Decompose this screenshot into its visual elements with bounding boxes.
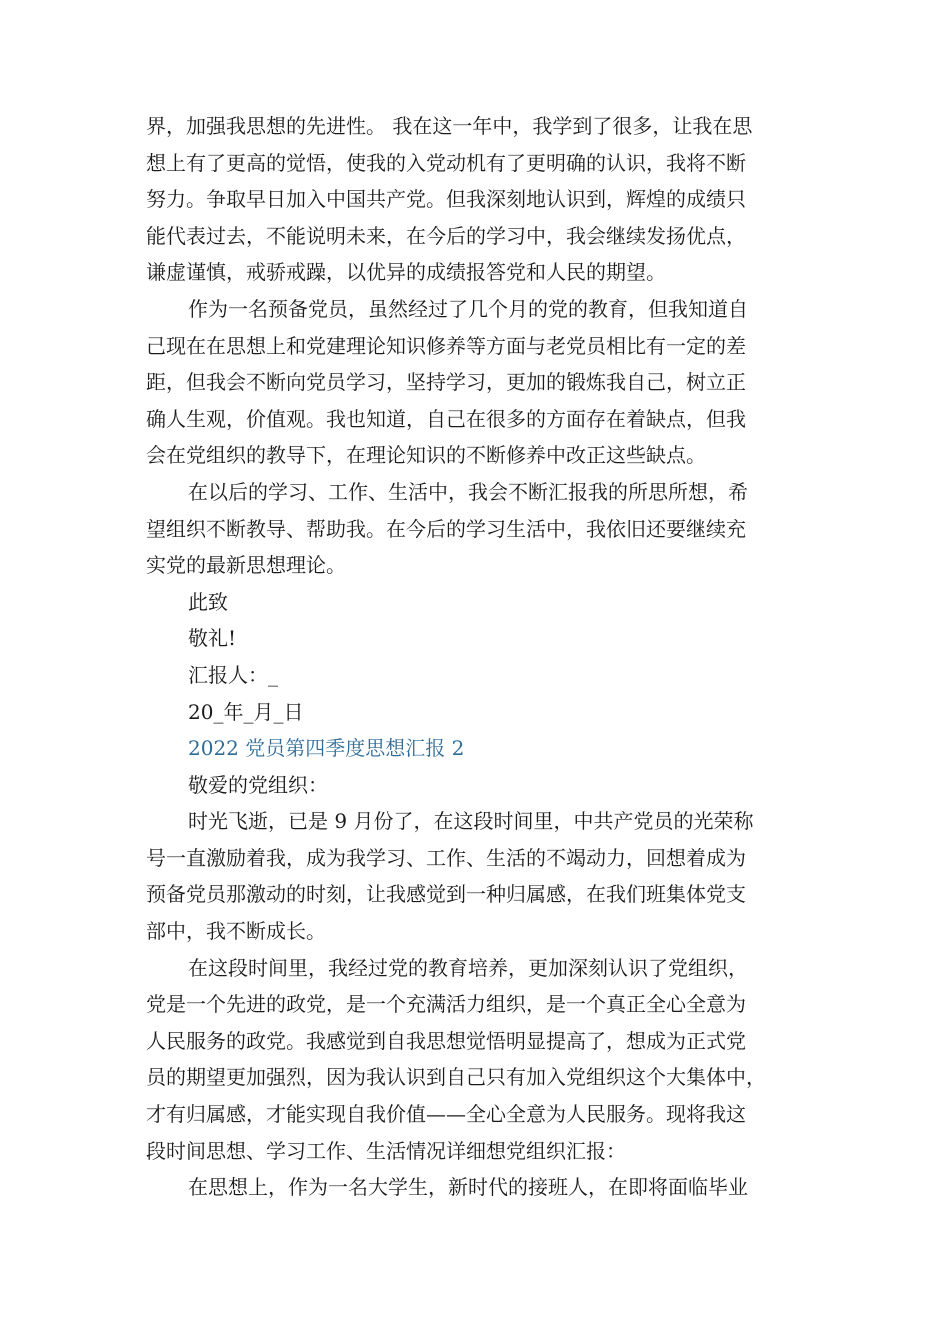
text-line: 己现在在思想上和党建理论知识修养等方面与老党员相比有一定的差 [146, 333, 746, 358]
text-line: 段时间思想、学习工作、生活情况详细想党组织汇报： [146, 1138, 626, 1163]
text-line: 预备党员那激动的时刻，让我感觉到一种归属感，在我们班集体党支 [146, 882, 746, 907]
text-line: 距，但我会不断向党员学习，坚持学习，更加的锻炼我自己，树立正 [146, 370, 746, 395]
text-line: 确人生观，价值观。我也知道，自己在很多的方面存在着缺点，但我 [146, 406, 746, 431]
text-line: 此致 [188, 589, 228, 614]
text-line: 敬礼! [188, 626, 237, 651]
text-line: 想上有了更高的觉悟，使我的入党动机有了更明确的认识，我将不断 [146, 150, 746, 175]
text-line: 努力。争取早日加入中国共产党。但我深刻地认识到，辉煌的成绩只 [146, 187, 746, 212]
text-line: 能代表过去，不能说明未来，在今后的学习中，我会继续发扬优点， [146, 223, 746, 248]
text-line: 望组织不断教导、帮助我。在今后的学习生活中，我依旧还要继续充 [146, 516, 746, 541]
text-line: 20_年_月_日 [188, 699, 304, 724]
text-line: 界，加强我思想的先进性。 我在这一年中，我学到了很多，让我在思 [146, 114, 753, 138]
text-line: 号一直激励着我，成为我学习、工作、生活的不竭动力，回想着成为 [146, 845, 746, 870]
text-line: 在这段时间里，我经过党的教育培养，更加深刻认识了党组织， [188, 955, 748, 980]
text-line: 才有归属感，才能实现自我价值——全心全意为人民服务。现将我这 [146, 1102, 746, 1127]
text-line: 会在党组织的教导下，在理论知识的不断修养中改正这些缺点。 [146, 443, 706, 468]
text-line: 谦虚谨慎，戒骄戒躁，以优异的成绩报答党和人民的期望。 [146, 260, 666, 285]
text-line: 党是一个先进的政党，是一个充满活力组织，是一个真正全心全意为 [146, 992, 746, 1017]
text-line: 在思想上，作为一名大学生，新时代的接班人，在即将面临毕业 [188, 1175, 748, 1200]
text-line: 员的期望更加强烈，因为我认识到自己只有加入党组织这个大集体中， [146, 1065, 766, 1090]
text-line: 汇报人：_ [188, 662, 278, 687]
text-line: 敬爱的党组织： [188, 772, 328, 797]
text-line: 作为一名预备党员，虽然经过了几个月的党的教育，但我知道自 [188, 296, 748, 321]
text-line: 实党的最新思想理论。 [146, 553, 346, 578]
text-line: 人民服务的政党。我感觉到自我思想觉悟明显提高了，想成为正式党 [146, 1028, 746, 1053]
section-heading: 2022 党员第四季度思想汇报 2 [188, 736, 465, 761]
document-page [146, 108, 810, 1206]
text-line: 部中，我不断成长。 [146, 919, 326, 944]
text-line: 时光飞逝，已是 9 月份了，在这段时间里，中共产党员的光荣称 [188, 809, 754, 834]
text-line: 在以后的学习、工作、生活中，我会不断汇报我的所思所想，希 [188, 479, 748, 504]
